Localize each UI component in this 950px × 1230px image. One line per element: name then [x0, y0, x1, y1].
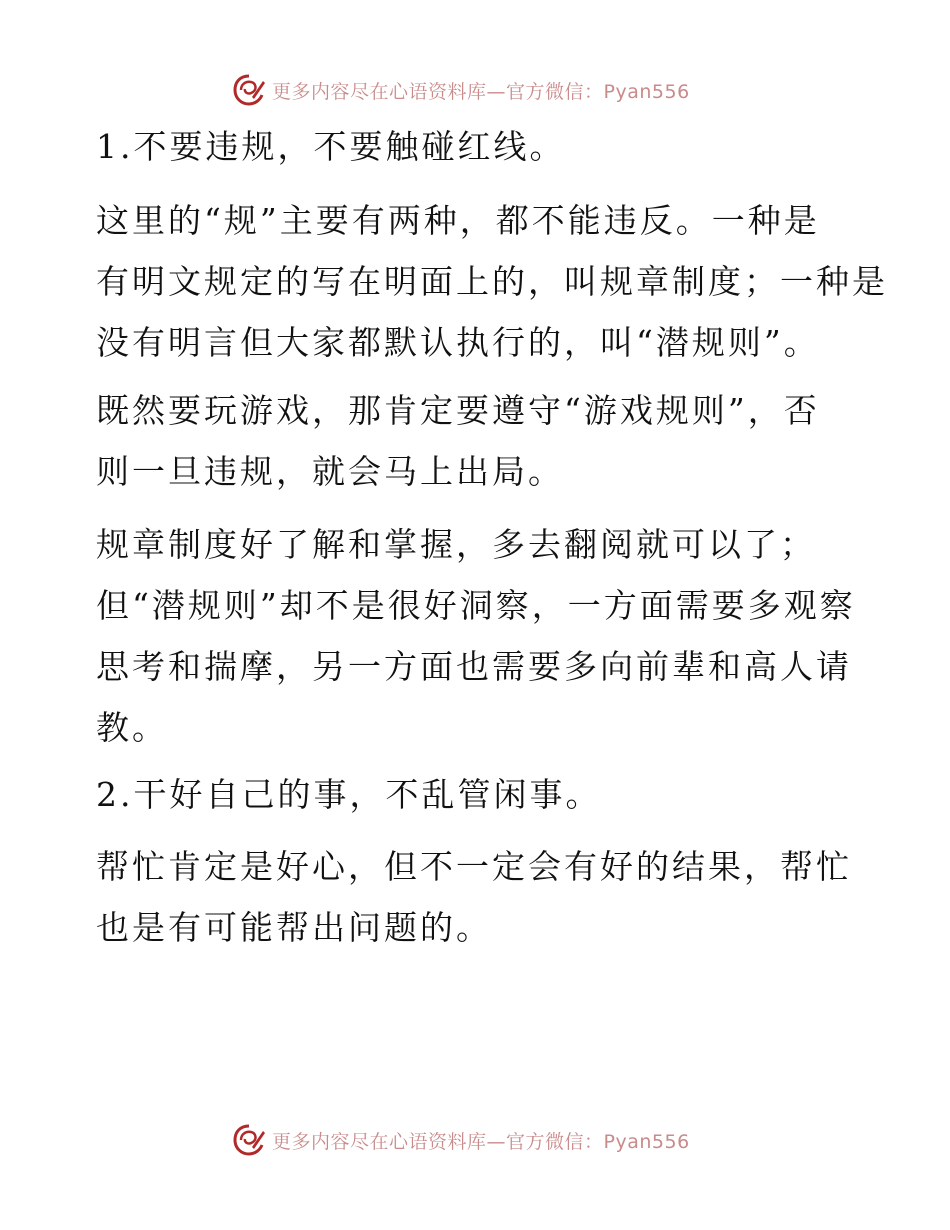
- header-banner-text: 更多内容尽在心语资料库—官方微信：Pyan556: [272, 80, 690, 103]
- text-line: 则一旦违规，就会马上出局。: [96, 452, 564, 491]
- paragraph-hidden-rules: [96, 514, 856, 758]
- pen-swirl-logo-icon: [232, 73, 266, 107]
- text-line: 帮忙肯定是好心，但不一定会有好的结果，帮忙: [96, 847, 852, 886]
- text-line: 也是有可能帮出问题的。: [96, 908, 492, 947]
- text-line: 但“潜规则”却不是很好洞察，一方面需要多观察: [96, 586, 856, 625]
- paragraph-game-rules: [96, 380, 856, 502]
- header-banner: [232, 72, 690, 108]
- point-2-heading: [96, 764, 856, 825]
- text-line: 教。: [96, 708, 168, 747]
- text-line: 1.不要违规，不要触碰红线。: [96, 127, 566, 166]
- text-line: 没有明言但大家都默认执行的，叫“潜规则”。: [96, 323, 820, 362]
- point-1-heading: [96, 116, 856, 177]
- footer-banner: [232, 1122, 690, 1158]
- paragraph-helping: [96, 836, 856, 958]
- pen-swirl-logo-icon: [232, 1123, 266, 1157]
- text-line: 思考和揣摩，另一方面也需要多向前辈和高人请: [96, 647, 852, 686]
- text-line: 这里的“规”主要有两种，都不能违反。一种是: [96, 201, 820, 240]
- text-line: 有明文规定的写在明面上的，叫规章制度；一种是: [96, 262, 888, 301]
- paragraph-rules: [96, 190, 888, 373]
- text-line: 2.干好自己的事，不乱管闲事。: [96, 775, 602, 814]
- footer-banner-text: 更多内容尽在心语资料库—官方微信：Pyan556: [272, 1130, 690, 1153]
- text-line: 规章制度好了解和掌握，多去翻阅就可以了；: [96, 525, 816, 564]
- text-line: 既然要玩游戏，那肯定要遵守“游戏规则”，否: [96, 391, 820, 430]
